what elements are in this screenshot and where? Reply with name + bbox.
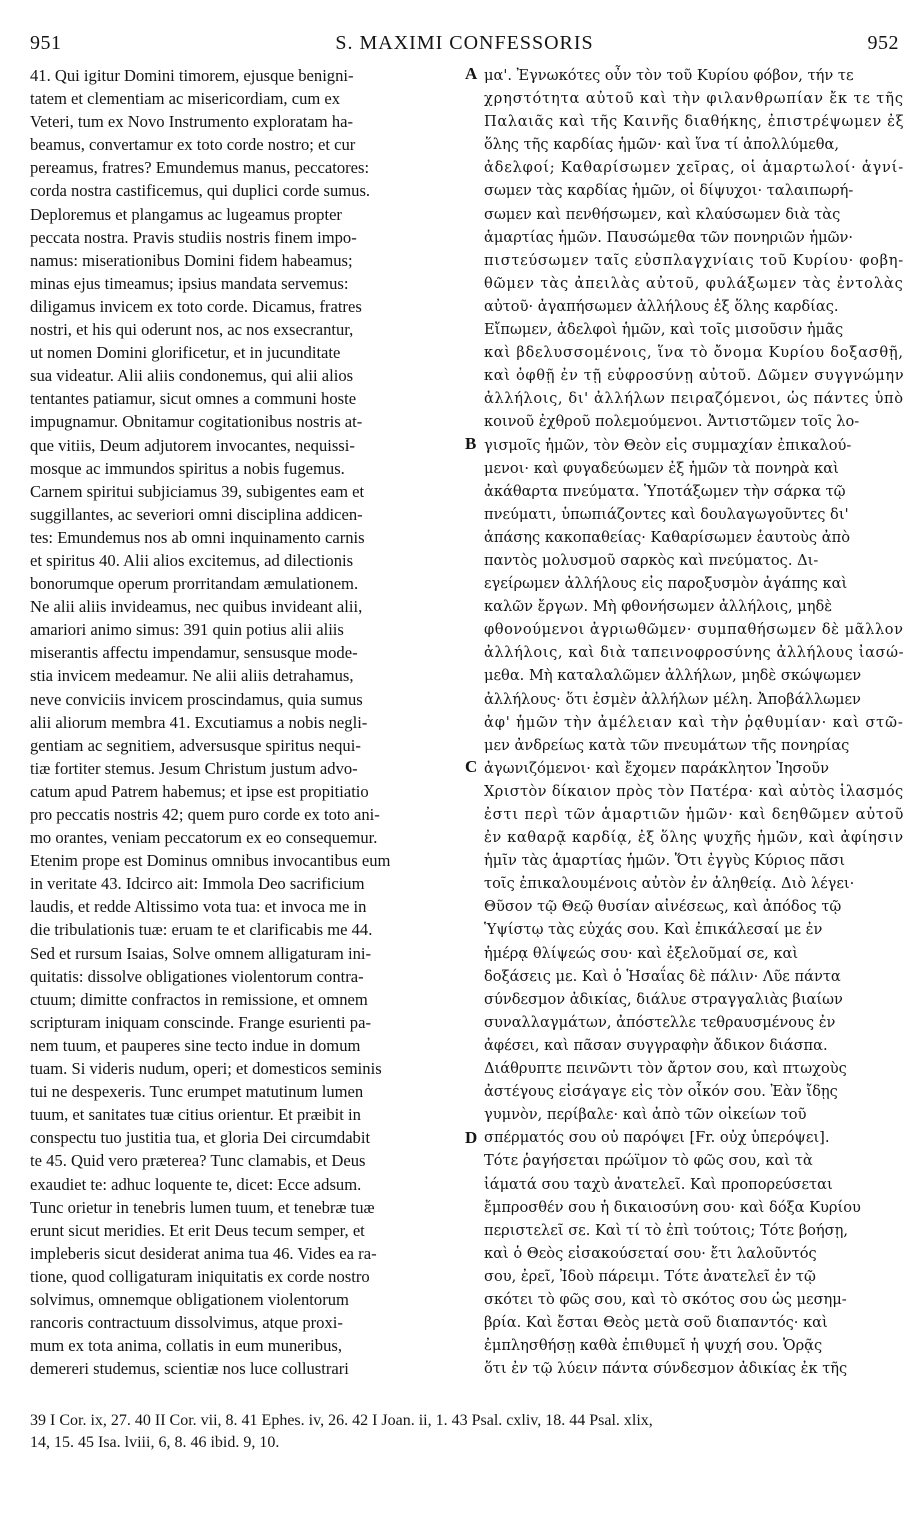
greek-text-line: συναλλαγμάτων, ἀπόστελλε τεθραυσμένους ἐν	[484, 1013, 836, 1031]
latin-column	[30, 64, 462, 1380]
greek-text-line: Διάθρυπτε πεινῶντι τὸν ἄρτον σου, καὶ πτωχοὺς	[484, 1060, 847, 1078]
greek-text-line: ἐστι περὶ τῶν ἁμαρτιῶν ἡμῶν· καὶ δεηθῶμεν αὐτοῦ	[484, 806, 905, 823]
latin-text-line: tuam. Si videris nudum, operi; et domesticos seminis	[30, 1059, 382, 1079]
latin-text-line: laudis, et redde Altissimo vota tua: et invoca me in	[30, 897, 367, 917]
latin-text-line: tiæ fortiter stemus. Jesum Christum justum advo-	[30, 758, 358, 778]
latin-text-line: beamus, convertamur ex toto corde nostro; et cur	[30, 135, 356, 155]
greek-text-line: σου, ἐρεῖ, Ἰδοὺ πάρειμι. Τότε ἀνατελεῖ ἐν τῷ	[484, 1267, 816, 1285]
latin-text-line: neve conviciis invicem proscindamus, quia sumus	[30, 689, 363, 709]
greek-text-line: ἁπάσης κακοπαθείας· Καθαρίσωμεν ἑαυτοὺς ἀπὸ	[484, 528, 850, 546]
latin-text-line: peccata nostra. Pravis studiis nostris finem impo-	[30, 227, 357, 247]
margin-letter-b: B	[465, 434, 477, 453]
latin-text-line: gentiam ac segnitiem, adversusque spiritus nequi-	[30, 735, 361, 755]
latin-text-line: exaudiet te: adhuc loquente te, dicet: Ecce adsum.	[30, 1174, 362, 1194]
greek-text-line: καλῶν ἔργων. Μὴ φθονήσωμεν ἀλλήλοις, μηδὲ	[484, 598, 833, 616]
latin-text-line: Veteri, tum ex Novo Instrumento exploratam ha-	[30, 112, 354, 132]
latin-text-line: tuum, et sanitates tuæ citius orientur. Et præibit in	[30, 1105, 361, 1125]
latin-text-line: tentantes patiamur, sicut omnes a communi hoste	[30, 389, 357, 409]
greek-text-line: πιστεύσωμεν ταῖς εὐσπλαγχνίαις τοῦ Κυρίου· φοβη-	[484, 251, 904, 269]
greek-text-line: Θῦσον τῷ Θεῷ θυσίαν αἰνέσεως, καὶ ἀπόδος τῷ	[484, 898, 842, 916]
greek-text-line: Παλαιᾶς καὶ τῆς Καινῆς διαθήκης, ἐπιστρέψωμεν ἐξ	[484, 113, 905, 131]
latin-text-line: bonorumque operum prorritandam æmulationem.	[30, 574, 359, 594]
latin-text-line: namus: miserationibus Domini fidem habeamus;	[30, 250, 353, 270]
greek-text-line: γυμνὸν, περίβαλε· καὶ ἀπὸ τῶν οἰκείων τοῦ	[484, 1106, 807, 1124]
latin-text-line: tui ne despexeris. Tunc erumpet matutinum lumen	[30, 1082, 364, 1102]
latin-text-line: catum apud Patrem habemus; et ipse est propitiatio	[30, 781, 369, 801]
greek-text-line: θῶμεν τὰς ἀπειλὰς αὐτοῦ, φυλάξωμεν τὰς ἐντολὰς	[484, 274, 904, 292]
latin-text-line: Tunc orietur in tenebris lumen tuum, et tenebræ tuæ	[30, 1197, 375, 1217]
page-number-right: 952	[867, 32, 899, 54]
greek-text-line: παντὸς μολυσμοῦ σαρκὸς καὶ πνεύματος. Δι-	[484, 551, 819, 569]
greek-text-line: ἐν καθαρᾷ καρδίᾳ, ἐξ ὅλης ψυχῆς ἡμῶν, καὶ ἀφίησιν	[484, 829, 904, 847]
greek-text-line: κοινοῦ ἐχθροῦ πολεμούμενοι. Ἀντιστῶμεν τοῖς λο-	[484, 413, 860, 431]
latin-text-line: nem tuum, et pauperes sine tecto indue in domum	[30, 1035, 361, 1055]
greek-text-line: ἀλλήλους· ὅτι ἐσμὲν ἀλλήλων μέλη. Ἀποβάλλωμεν	[484, 690, 861, 708]
latin-text-line: 41. Qui igitur Domini timorem, ejusque benigni-	[30, 66, 354, 85]
greek-text-line: Ὑψίστῳ τὰς εὐχάς σου. Καὶ ἐπικάλεσαί με ἐν	[484, 921, 823, 939]
latin-text-line: impugnamur. Obnitamur cogitationibus nostris at-	[30, 412, 363, 432]
greek-text-line: τοῖς ἐπικαλουμένοις αὐτὸν ἐν ἀληθείᾳ. Διὸ λέγει·	[484, 875, 855, 893]
greek-text-line: Χριστὸν δίκαιον πρὸς τὸν Πατέρα· καὶ αὐτὸς ἱλασμός	[484, 782, 904, 800]
latin-text-line: amariori animo simus: 391 quin potius alii aliis	[30, 620, 344, 640]
margin-letter-a: A	[465, 64, 478, 83]
greek-text-line: πνεύματι, ὑπωπιάζοντες καὶ δουλαγωγοῦντες δι'	[484, 505, 849, 523]
footnotes	[30, 1410, 905, 1454]
greek-text-line: ἡμέρᾳ θλίψεώς σου· καὶ ἐξελοῦμαί σε, καὶ	[484, 944, 799, 962]
latin-text-line: scripturam iniquam conscinde. Frange esurienti pa-	[30, 1012, 371, 1032]
latin-text-line: impleberis sicut desiderat anima tua 46. Vides ea ra-	[30, 1243, 377, 1263]
greek-text-line: καὶ ὀφθῇ ἐν τῇ εὐφροσύνῃ αὐτοῦ. Δῶμεν συγγνώμην	[484, 367, 905, 385]
greek-text-line: σπέρματός σου οὐ παρόψει [Fr. οὐχ ὑπερόψει].	[484, 1129, 830, 1147]
latin-text-line: que vitiis, Deum adjutorem invocantes, nequissi-	[30, 435, 355, 455]
running-title: S. MAXIMI CONFESSORIS	[335, 32, 594, 54]
greek-text-line: ἀκάθαρτα πνεύματα. Ὑποτάξωμεν τὴν σάρκα τῷ	[484, 482, 846, 500]
greek-text-line: σύνδεσμον ἀδικίας, διάλυε στραγγαλιὰς βιαίων	[484, 990, 843, 1008]
greek-text-line: ἀφ' ἡμῶν τὴν ἀμέλειαν καὶ τὴν ῥᾳθυμίαν· καὶ στῶ-	[484, 713, 904, 731]
latin-text-line: ut nomen Domini glorificetur, et in jucunditate	[30, 343, 341, 363]
latin-text-line: Carnem spiritui subjiciamus 39, subigentes eam et	[30, 481, 365, 501]
greek-text-line: καὶ βδελυσσομένοις, ἵνα τὸ ὄνομα Κυρίου δοξασθῇ,	[484, 344, 904, 362]
greek-text-line: ἡμῖν τὰς ἁμαρτίας ἡμῶν. Ὅτι ἐγγὺς Κύριος πᾶσι	[484, 852, 845, 870]
latin-text-line: ctuum; dimitte confractos in remissione, et omnem	[30, 989, 368, 1009]
footnote-line: 14, 15. 45 Isa. lviii, 6, 8. 46 ibid. 9, 10.	[30, 1434, 280, 1451]
footnote-line: 39 I Cor. ix, 27. 40 II Cor. vii, 8. 41 Ephes. iv, 26. 42 I Joan. ii, 1. 43 Psal. cxliv, 18. 44 Psal. xlix,	[30, 1412, 653, 1429]
latin-text-line: quitatis: dissolve obligationes violentorum contra-	[30, 966, 364, 986]
margin-letter-d: D	[465, 1128, 478, 1147]
latin-text-line: te 45. Quid vero præterea? Tunc clamabis, et Deus	[30, 1151, 366, 1171]
latin-text-line: rancoris contractuum dissolvimus, atque proxi-	[30, 1313, 343, 1333]
greek-text-line: ὅτι ἐν τῷ λύειν πάντα σύνδεσμον ἀδικίας ἐκ τῆς	[484, 1360, 848, 1378]
latin-text-line: tione, quod colligaturam iniquitatis ex corde nostro	[30, 1266, 370, 1286]
latin-text-line: minas ejus timeamus; ipsius mandata servemus:	[30, 273, 349, 293]
greek-text-line: ἀδελφοί; Καθαρίσωμεν χεῖρας, οἱ ἁμαρτωλοί· ἁγνί-	[484, 159, 904, 177]
greek-text-line: μα'. Ἐγνωκότες οὖν τὸν τοῦ Κυρίου φόβον, τήν τε	[484, 67, 854, 84]
latin-text-line: sua videatur. Alii aliis condonemus, qui alii alios	[30, 366, 354, 386]
latin-text-line: miserantis affectu impendamur, sensusque mode-	[30, 643, 358, 663]
greek-text-line: ἀλλήλοις, καὶ διὰ ταπεινοφροσύνης ἀλλήλους ἰασώ-	[484, 644, 905, 662]
latin-text-line: et spiritus 40. Alii alios excitemus, ad dilectionis	[30, 550, 354, 570]
latin-text-line: corda nostra castificemus, qui duplici corde sumus.	[30, 181, 371, 201]
greek-text-line: ἰάματά σου ταχὺ ἀνατελεῖ. Καὶ προπορεύσεται	[484, 1175, 833, 1193]
greek-column	[484, 64, 904, 1380]
latin-text-line: Ne alii aliis invideamus, nec quibus invideant alii,	[30, 597, 363, 617]
greek-text-line: ὅλης τῆς καρδίας ἡμῶν· καὶ ἵνα τί ἀπολλύμεθα,	[484, 136, 840, 154]
latin-text-line: tatem et clementiam ac misericordiam, cum ex	[30, 89, 341, 109]
greek-text-line: σκότει τὸ φῶς σου, καὶ τὸ σκότος σου ὡς μεσημ-	[484, 1290, 847, 1308]
greek-text-line: μεν ἀνδρείως κατὰ τῶν πνευμάτων τῆς πονηρίας	[484, 736, 850, 754]
latin-text-line: pro peccatis nostris 42; quem puro corde ex toto ani-	[30, 805, 380, 824]
greek-text-line: δοξάσεις με. Καὶ ὁ Ἡσαΐας δὲ πάλιν· Λῦε πάντα	[484, 967, 841, 985]
greek-text-line: μεθα. Μὴ καταλαλῶμεν ἀλλήλων, μηδὲ σκώψωμεν	[484, 667, 862, 685]
latin-text-line: Etenim prope est Dominus omnibus invocantibus eum	[30, 851, 391, 871]
greek-text-line: αὐτοῦ· ἀγαπήσωμεν ἀλλήλους ἐξ ὅλης καρδίας.	[484, 297, 839, 315]
greek-text-line: φθονούμενοι ἀγριωθῶμεν· συμπαθήσωμεν δὲ μᾶλλον	[484, 621, 904, 639]
running-header	[30, 32, 899, 60]
greek-text-line: Εἴπωμεν, ἀδελφοὶ ἡμῶν, καὶ τοῖς μισοῦσιν ἡμᾶς	[484, 321, 844, 339]
greek-text-line: χρηστότητα αὐτοῦ καὶ τὴν φιλανθρωπίαν ἔκ τε τῆς	[484, 90, 904, 108]
greek-text-line: μενοι· καὶ φυγαδεύωμεν ἐξ ἡμῶν τὰ πονηρὰ καὶ	[484, 459, 839, 477]
latin-text-line: erunt sicut meridies. Et erit Deus tecum semper, et	[30, 1220, 365, 1240]
latin-text-line: Sed et rursum Isaias, Solve omnem alligaturam ini-	[30, 943, 372, 963]
greek-text-line: σωμεν τὰς καρδίας ἡμῶν, οἱ δίψυχοι· ταλαιπωρή-	[484, 182, 854, 200]
latin-text-line: alii aliorum membra 41. Excutiamus a nobis negli-	[30, 712, 368, 732]
latin-text-line: solvimus, omnemque obligationem violentorum	[30, 1289, 349, 1309]
greek-text-line: ἀστέγους εἰσάγαγε εἰς τὸν οἶκόν σου. Ἐὰν ἴδῃς	[484, 1083, 838, 1101]
latin-text-line: demereri studemus, scientiæ nos luce collustrari	[30, 1359, 349, 1379]
greek-text-line: καὶ ὁ Θεὸς εἰσακούσεταί σου· ἔτι λαλοῦντός	[484, 1244, 817, 1262]
greek-text-line: ἀγωνιζόμενοι· καὶ ἔχομεν παράκλητον Ἰησοῦν	[484, 759, 830, 777]
greek-text-line: ἐμπλησθήσῃ καθὰ ἐπιθυμεῖ ἡ ψυχή σου. Ὁρᾷς	[484, 1337, 823, 1355]
greek-text-line: σωμεν καὶ πενθήσωμεν, καὶ κλαύσωμεν διὰ τὰς	[484, 205, 841, 223]
greek-text-line: ἀφέσει, καὶ πᾶσαν συγγραφὴν ἄδικον διάσπα.	[484, 1036, 828, 1054]
latin-text-line: stia invicem medeamur. Ne alii aliis detrahamus,	[30, 666, 354, 686]
greek-text-line: ἁμαρτίας ἡμῶν. Παυσώμεθα τῶν πονηριῶν ἡμῶν·	[484, 228, 853, 246]
latin-text-line: die tribulationis tuæ: eruam te et clarificabis me 44.	[30, 920, 373, 940]
latin-text-line: in veritate 43. Idcirco ait: Immola Deo sacrificium	[30, 874, 365, 894]
page-number-left: 951	[30, 32, 62, 54]
margin-letter-c: C	[465, 757, 478, 776]
latin-text-line: conspectu tuo justitia tua, et gloria Dei circumdabit	[30, 1128, 371, 1148]
greek-text-line: ἀλλήλοις, δι' ἀλλήλων πειραζόμενοι, ὡς πάντες ὑπὸ	[484, 390, 904, 408]
latin-text-line: nostri, et his qui oderunt nos, ac nos exsecrantur,	[30, 320, 354, 340]
latin-text-line: mo orantes, veniam peccatorum ex eo consequemur.	[30, 828, 378, 848]
latin-text-line: pereamus, fratres? Emundemus manus, peccatores:	[30, 158, 370, 178]
latin-text-line: suggillantes, ac severiori omni disciplina addicen-	[30, 504, 363, 524]
latin-text-line: diligamus invicem ex toto corde. Dicamus, fratres	[30, 296, 362, 316]
latin-text-line: mum ex tota anima, collatis in eum muneribus,	[30, 1336, 342, 1356]
latin-text-line: tes: Emundemus nos ab omni inquinamento carnis	[30, 527, 365, 547]
greek-text-line: ἔμπροσθέν σου ἡ δικαιοσύνη σου· καὶ δόξα Κυρίου	[484, 1198, 861, 1216]
greek-text-line: περιστελεῖ σε. Καὶ τί τὸ ἐπὶ τούτοις; Τότε βοήσῃ,	[484, 1221, 849, 1239]
greek-text-line: γισμοῖς ἡμῶν, τὸν Θεὸν εἰς συμμαχίαν ἐπικαλού-	[484, 436, 852, 454]
greek-text-line: βρία. Καὶ ἔσται Θεὸς μετὰ σοῦ διαπαντός· καὶ	[484, 1314, 828, 1332]
latin-text-line: mosque ac immundos spiritus a nobis fugemus.	[30, 458, 345, 478]
greek-text-line: Τότε ῥαγήσεται πρώϊμον τὸ φῶς σου, καὶ τὰ	[484, 1152, 813, 1170]
latin-text-line: Deploremus et plangamus ac lugeamus propter	[30, 204, 342, 224]
greek-text-line: εγείρωμεν ἀλλήλους εἰς παροξυσμὸν ἀγάπης καὶ	[484, 575, 848, 593]
